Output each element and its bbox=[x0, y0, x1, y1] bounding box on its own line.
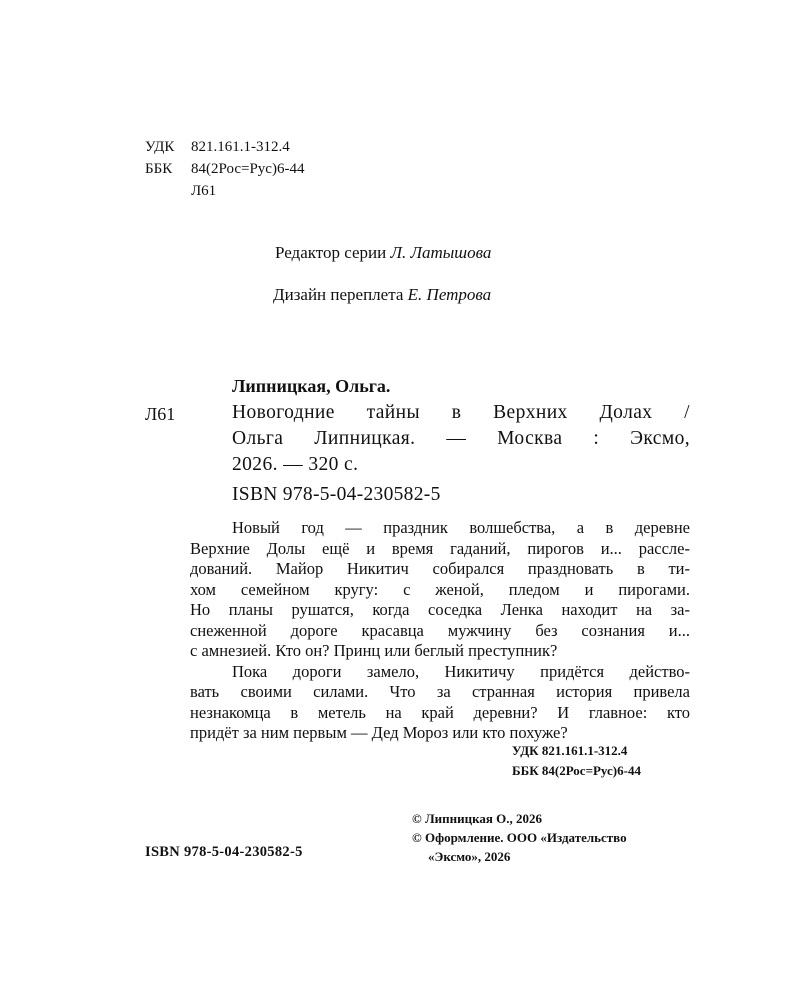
udk-label: УДК bbox=[145, 139, 175, 155]
record-author-mark: Л61 bbox=[145, 404, 176, 424]
record-line: Новогодние тайны в Верхних Долах / bbox=[232, 402, 690, 423]
codes-bbk: ББК 84(2Рос=Рус)6-44 bbox=[512, 763, 641, 778]
annotation-line: снеженной дороге красавца мужчину без сознания и... bbox=[190, 620, 690, 640]
cover-design-name: Е. Петрова bbox=[407, 285, 492, 304]
record-line: 2026. — 320 с. bbox=[232, 454, 359, 475]
record-author: Липницкая, Ольга. bbox=[232, 376, 391, 396]
copyright-author: © Липницкая О., 2026 bbox=[412, 811, 543, 826]
isbn-bottom: ISBN 978-5-04-230582-5 bbox=[145, 844, 303, 860]
udk-row bbox=[145, 136, 290, 158]
annotation-line: Верхние Долы ещё и время гаданий, пирогов и... рассле- bbox=[190, 538, 690, 558]
series-editor-name: Л. Латышова bbox=[390, 243, 492, 262]
record-title-block bbox=[232, 400, 690, 478]
copyright-design-line2: «Эксмо», 2026 bbox=[428, 849, 511, 864]
series-editor-label: Редактор серии bbox=[275, 243, 387, 262]
author-mark-top: Л61 bbox=[191, 183, 217, 199]
annotation bbox=[190, 518, 690, 744]
annotation-line: хом семейном кругу: с женой, пледом и пирогами. bbox=[190, 579, 690, 599]
annotation-line: дований. Майор Никитич собирался праздновать в ти- bbox=[190, 559, 690, 578]
bbk-label: ББК bbox=[145, 161, 173, 177]
annotation-line: с амнезией. Кто он? Принц или беглый преступник? bbox=[190, 641, 558, 660]
udk-value: 821.161.1-312.4 bbox=[191, 139, 290, 155]
annotation-line: незнакомца в метель на край деревни? И главное: кто bbox=[190, 702, 690, 722]
series-editor-credit bbox=[275, 242, 491, 264]
copyright-design-line1: © Оформление. ООО «Издательство bbox=[412, 830, 627, 845]
cover-design-label: Дизайн переплета bbox=[273, 285, 404, 304]
annotation-line: придёт за ним первым — Дед Мороз или кто похуже? bbox=[190, 723, 568, 742]
annotation-line: Но планы рушатся, когда соседка Ленка находит на за- bbox=[190, 600, 690, 619]
annotation-line: Новый год — праздник волшебства, а в деревне bbox=[232, 518, 690, 537]
cover-design-credit bbox=[273, 284, 491, 306]
bbk-row bbox=[145, 158, 304, 180]
record-line: Ольга Липницкая. — Москва : Эксмо, bbox=[232, 428, 690, 449]
annotation-line: Пока дороги замело, Никитичу придётся действо- bbox=[232, 661, 690, 681]
annotation-line: вать своими силами. Что за странная история привела bbox=[190, 682, 690, 701]
bbk-value: 84(2Рос=Рус)6-44 bbox=[191, 161, 305, 177]
codes-udk: УДК 821.161.1-312.4 bbox=[512, 743, 628, 758]
record-isbn: ISBN 978-5-04-230582-5 bbox=[232, 484, 441, 505]
